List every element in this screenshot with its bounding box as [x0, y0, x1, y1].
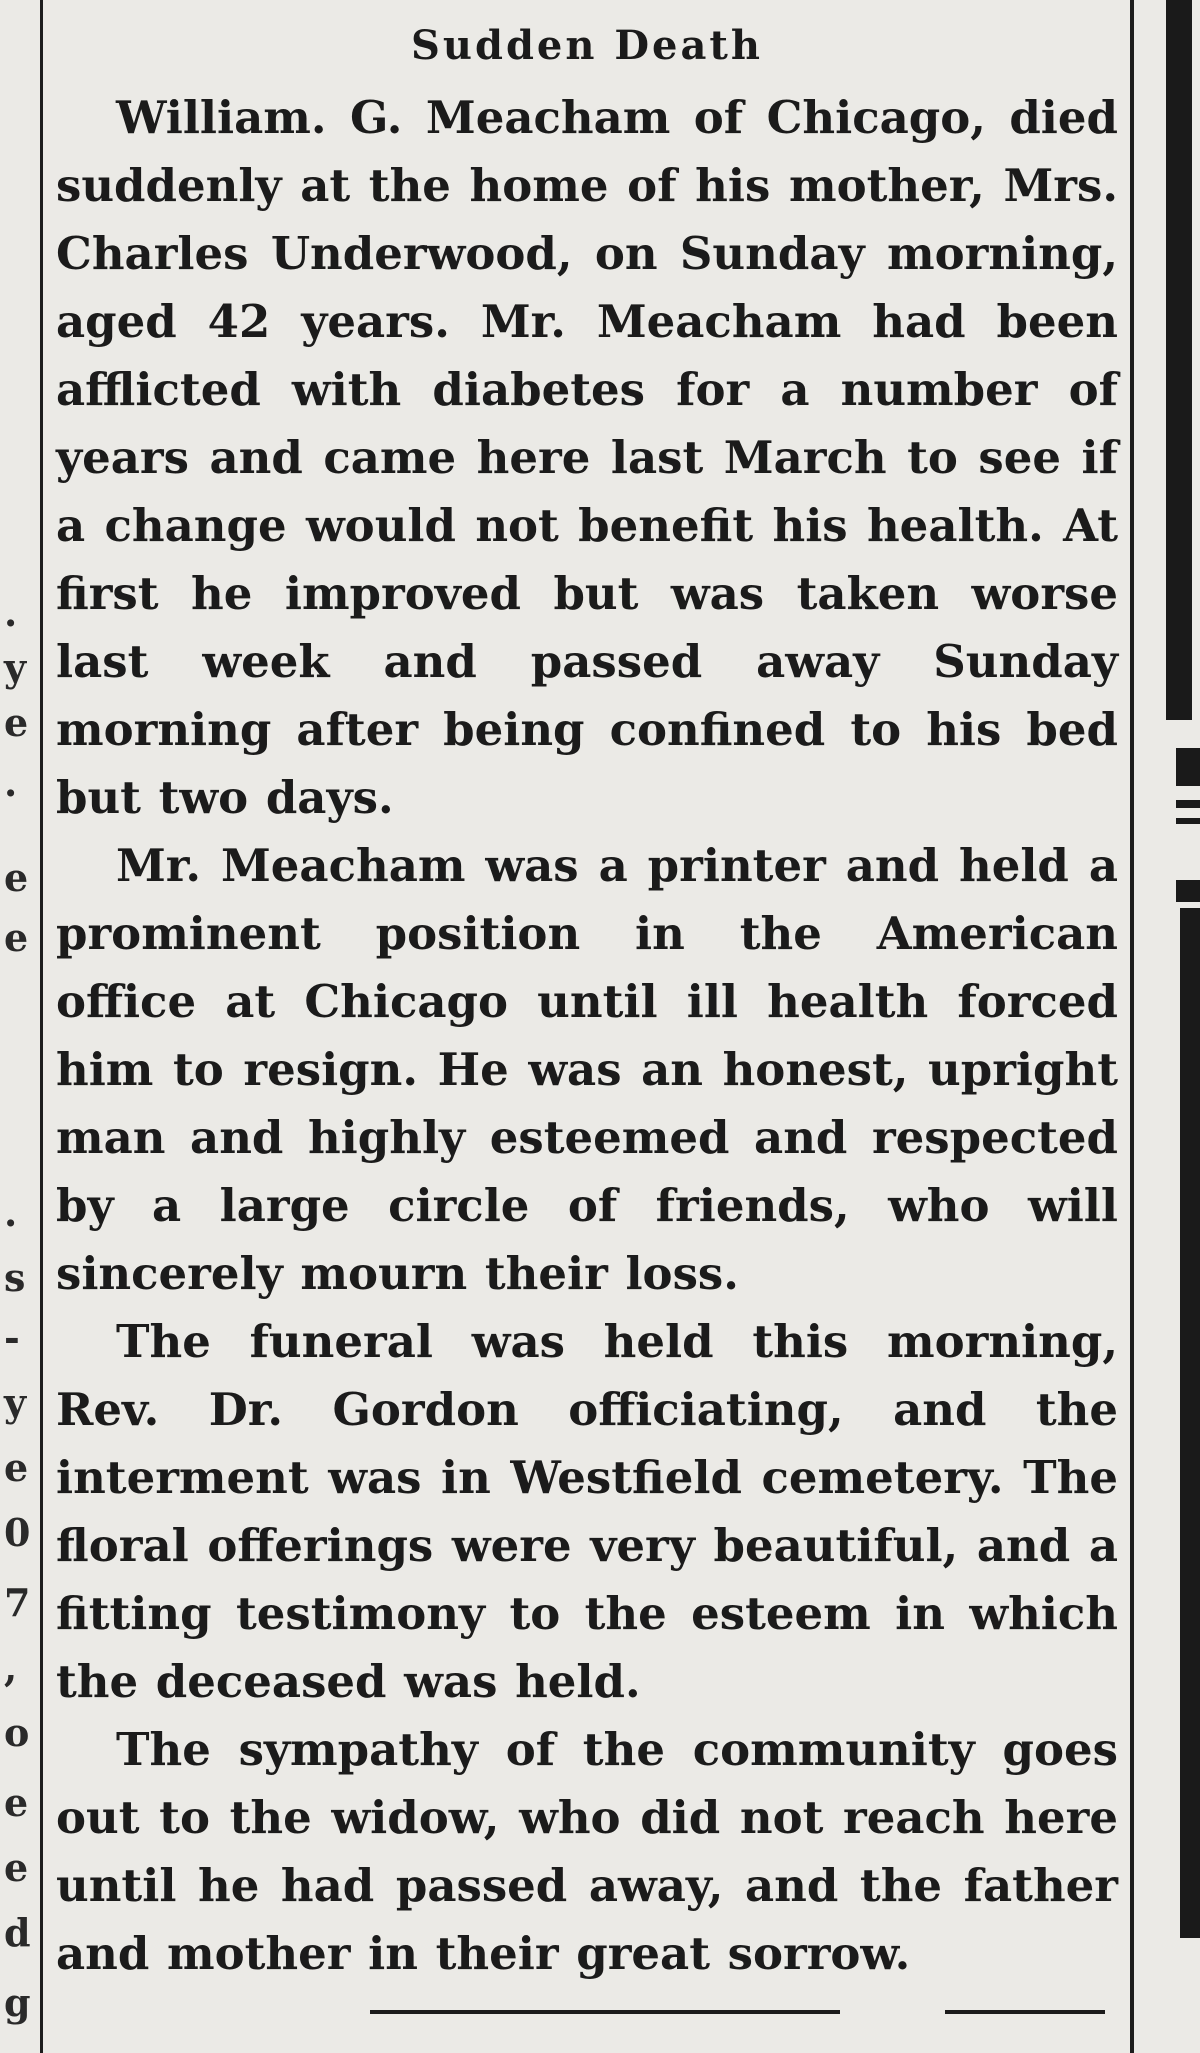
end-of-article-rule [370, 2010, 840, 2014]
fragment-char: e [4, 915, 29, 960]
fragment-char: e [4, 1780, 29, 1825]
fragment-char: g [4, 1980, 31, 2025]
fragment-char: s [4, 1255, 26, 1300]
fragment-char: . [4, 760, 18, 805]
fragment-char: e [4, 700, 29, 745]
fragment-char: y [4, 645, 27, 690]
column-rule-left [40, 0, 43, 2053]
fragment-char: 7 [4, 1580, 31, 1625]
adjacent-column-edge [1176, 748, 1200, 786]
article-paragraph: The sympathy of the community goes out to the widow, who did not reach here until he had passed away, and the father and mother in their great sorrow. [56, 1723, 1118, 1980]
adjacent-column-edge [1180, 908, 1200, 1938]
fragment-char: 0 [4, 1510, 31, 1555]
article-headline: Sudden Death [411, 22, 763, 69]
adjacent-column-edge [1176, 800, 1200, 808]
fragment-char: e [4, 855, 29, 900]
fragment-char: y [4, 1380, 27, 1425]
fragment-char: . [4, 590, 18, 635]
adjacent-column-fragments [0, 0, 36, 2053]
column-rule-right [1130, 0, 1134, 2053]
adjacent-column-edge [1176, 880, 1200, 902]
fragment-char: - [4, 1315, 20, 1360]
fragment-char: . [4, 1190, 18, 1235]
fragment-char: d [4, 1910, 31, 1955]
article-paragraph: William. G. Meacham of Chicago, died suddenly at the home of his mother, Mrs. Charles Underwood, on Sunday morning, aged 42 years. Mr. Meacham had been afflicted with diabetes for a number of years and came here last March to see if a change would not benefit his health. At first he improved but was taken worse last week and passed away Sunday morning after being confined to his bed but two days. [56, 91, 1118, 824]
fragment-char: , [4, 1645, 18, 1690]
obituary-article [56, 14, 1118, 1988]
fragment-char: e [4, 1445, 29, 1490]
adjacent-column-edge [1176, 818, 1200, 824]
fragment-char: e [4, 1845, 29, 1890]
end-of-article-rule [945, 2010, 1105, 2014]
article-paragraph: The funeral was held this morning, Rev. Dr. Gordon officiating, and the interment was in Westfield cemetery. The floral offerings were very beautiful, and a fitting testimony to the esteem in which the deceased was held. [56, 1315, 1118, 1708]
adjacent-column-edge [1166, 0, 1192, 720]
fragment-char: o [4, 1710, 30, 1755]
article-paragraph: Mr. Meacham was a printer and held a prominent position in the American office at Chicago until ill health forced him to resign. He was an honest, upright man and highly esteemed and respected by a large circle of friends, who will sincerely mourn their loss. [56, 839, 1118, 1300]
